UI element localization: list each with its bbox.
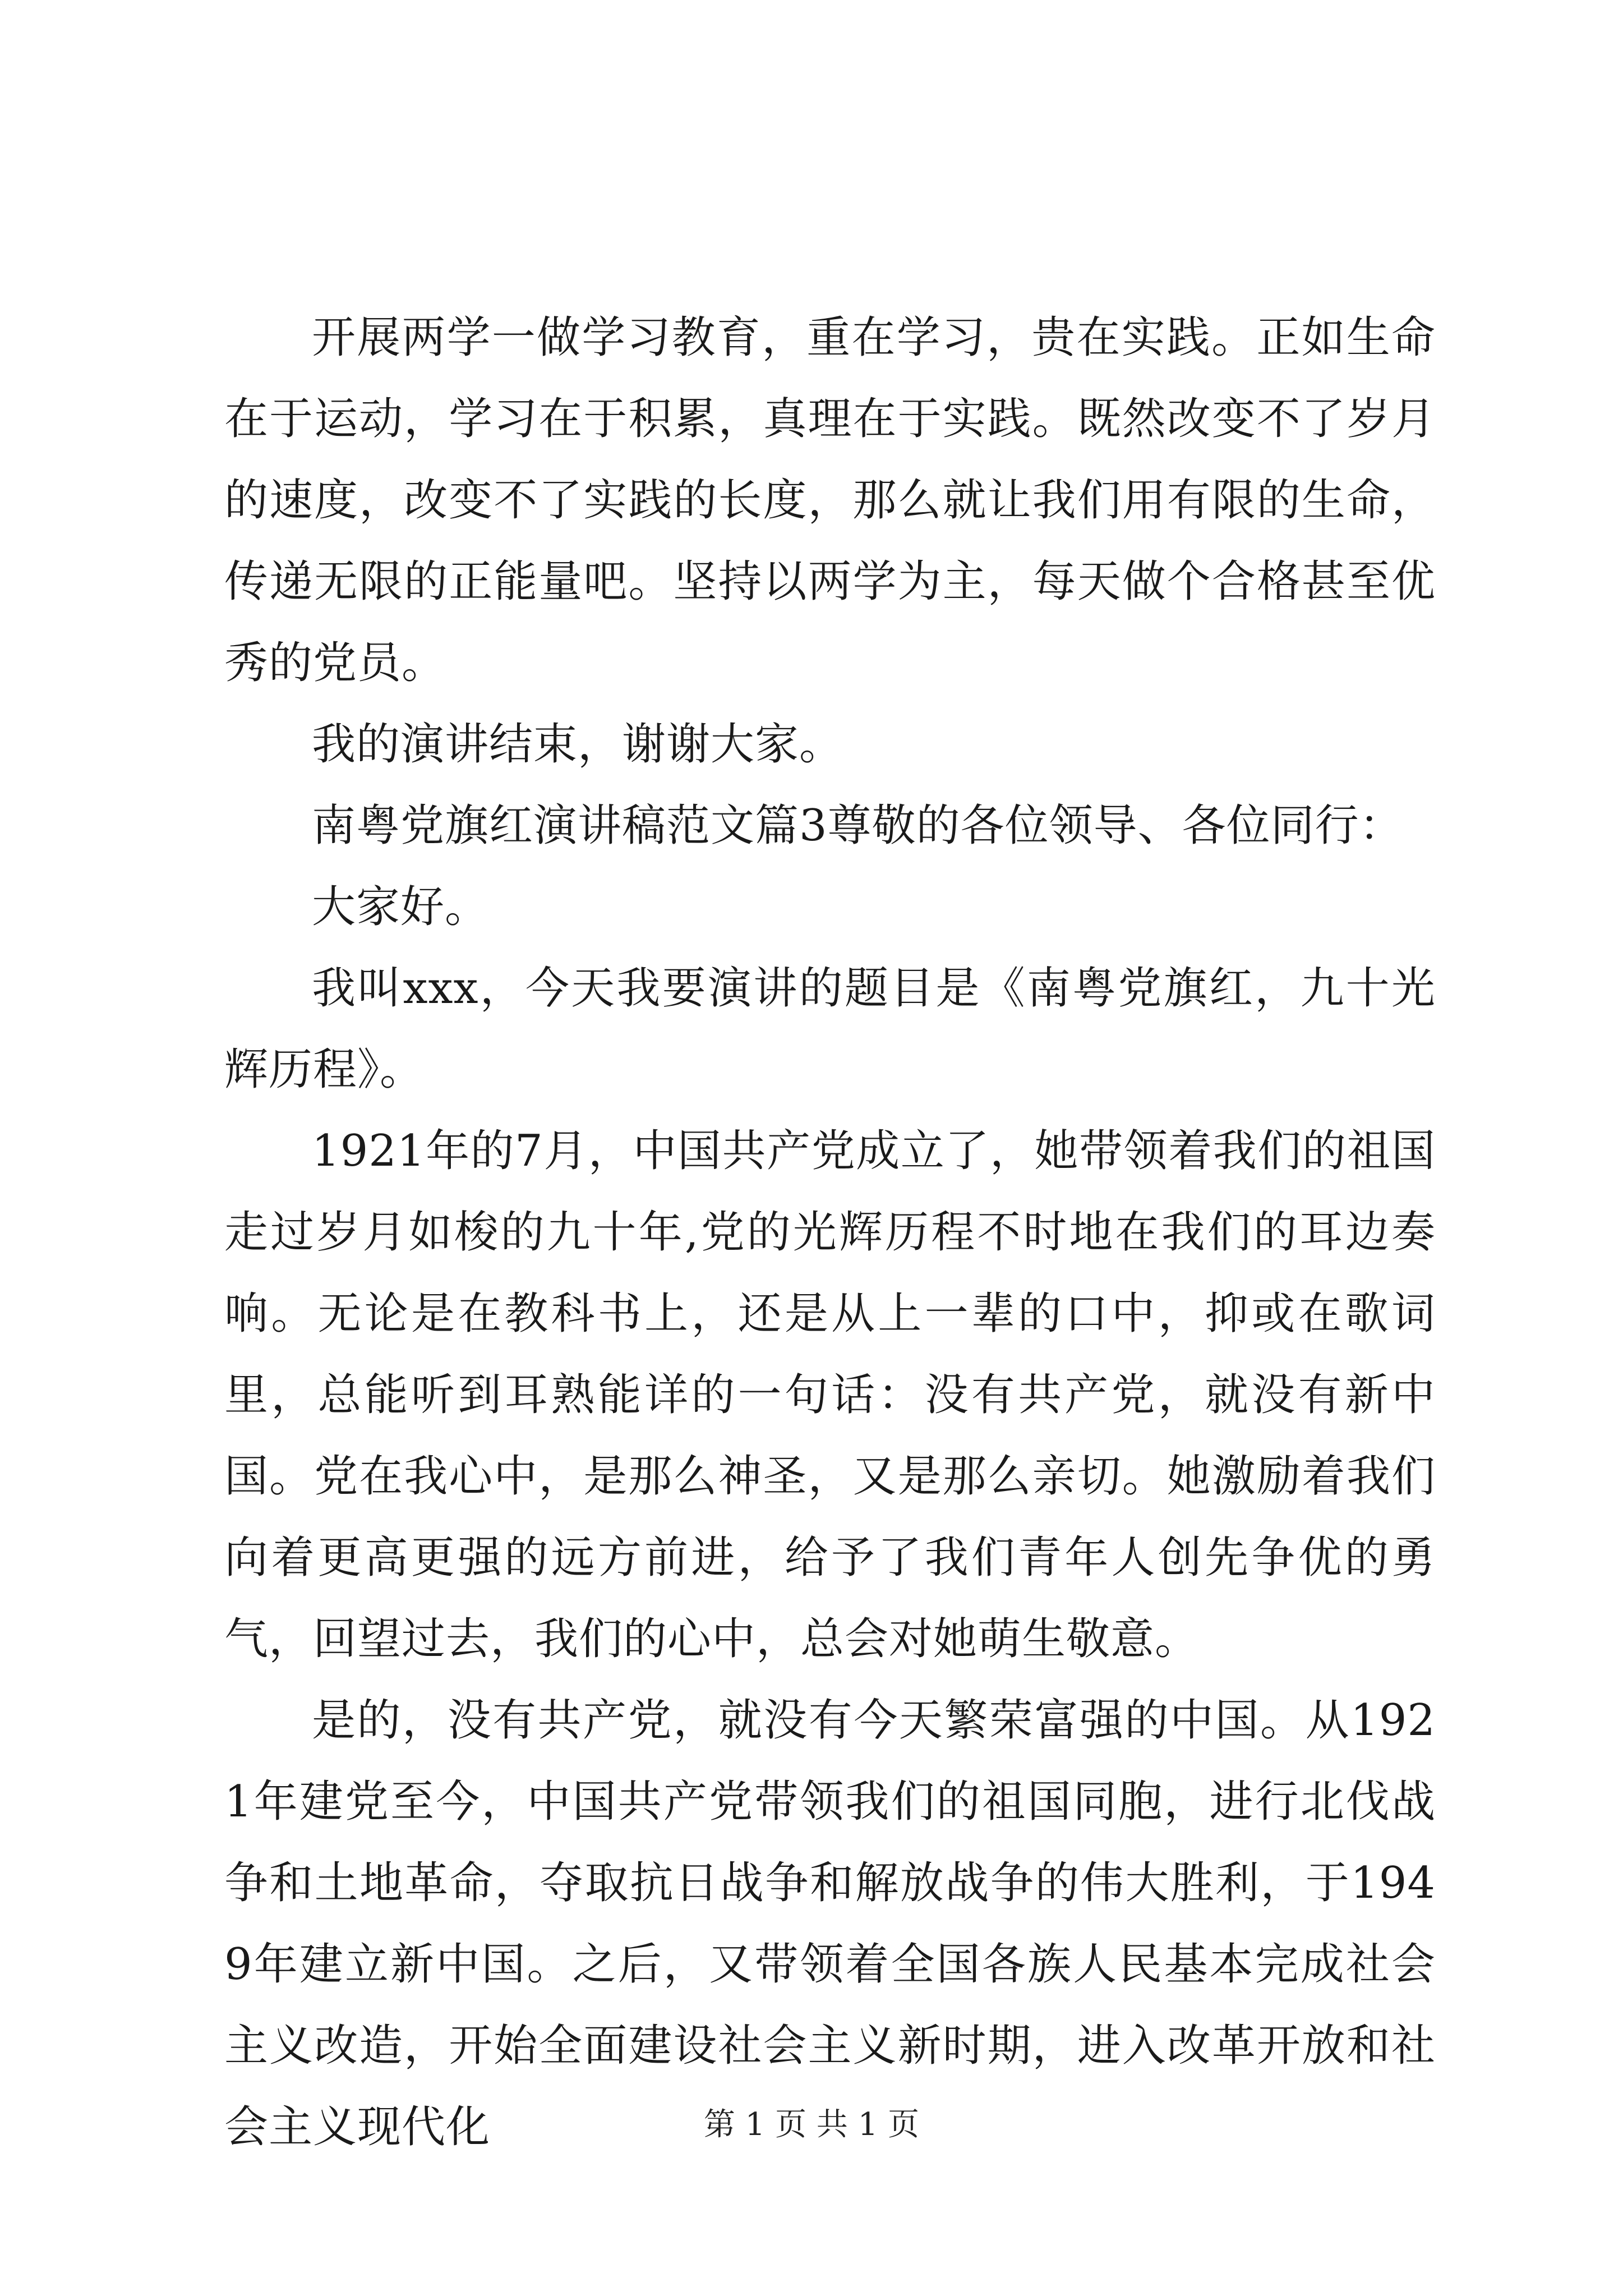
document-body <box>224 297 1436 2168</box>
paragraph-introduction: 我叫xxx，今天我要演讲的题目是《南粤党旗红，九十光辉历程》。 <box>224 963 1436 1095</box>
paragraph-founding: 1921年的7月，中国共产党成立了，她带领着我们的祖国走过岁月如梭的九十年,党的光辉历程不时地在我们的耳边奏响。无论是在教科书上，还是从上一辈的口中，抑或在歌词里，总能听到耳熟能详的一句话：没有共产党，就没有新中国。党在我心中，是那么神圣，又是那么亲切。她激励着我们向着更高更强的远方前进，给予了我们青年人创先争优的勇气，回望过去，我们的心中，总会对她萌生敬意。 <box>224 1126 1436 1664</box>
paragraph-greeting: 大家好。 <box>312 882 490 932</box>
paragraph-closing: 我的演讲结束，谢谢大家。 <box>312 719 844 770</box>
paragraph-speech-title: 南粤党旗红演讲稿范文篇3尊敬的各位领导、各位同行： <box>312 800 1404 851</box>
paragraph-practice: 开展两学一做学习教育，重在学习，贵在实践。正如生命在于运动，学习在于积累，真理在于实践。既然改变不了岁月的速度，改变不了实践的长度，那么就让我们用有限的生命，传递无限的正能量吧。坚持以两学为主，每天做个合格甚至优秀的党员。 <box>224 312 1436 688</box>
paragraph-history: 是的，没有共产党，就没有今天繁荣富强的中国。从1921年建党至今，中国共产党带领我们的祖国同胞，进行北伐战争和土地革命，夺取抗日战争和解放战争的伟大胜利，于1949年建立新中国。之后，又带领着全国各族人民基本完成社会主义改造，开始全面建设社会主义新时期，进入改革开放和社会主义现代化 <box>224 1695 1436 2152</box>
page-number-footer: 第 1 页 共 1 页 <box>703 2106 920 2143</box>
